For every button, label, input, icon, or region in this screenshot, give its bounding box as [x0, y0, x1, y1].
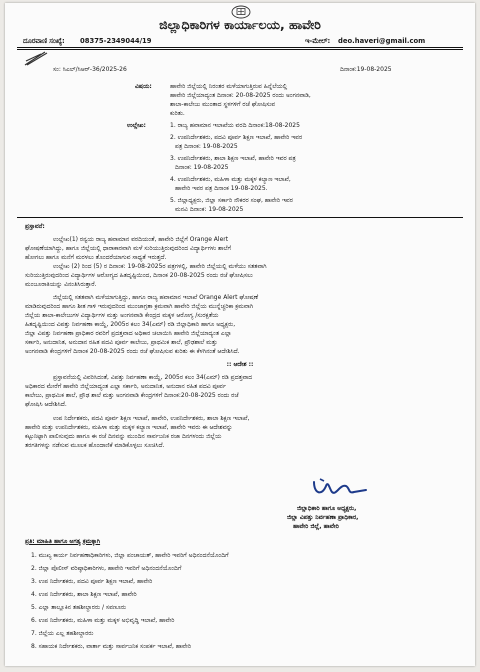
reference-item: ಪತ್ರ ದಿನಾಂಕ: 19-08-2025 [175, 143, 238, 150]
reference-item: 2. ಉಪನಿರ್ದೇಶಕರು, ಪದವಿ ಪೂರ್ವ ಶಿಕ್ಷಣ ಇಲಾಖೆ, ಹಾವೇರಿ ಇವರ [170, 134, 303, 141]
preamble-line: ಮಾಡಿರುವುದರಿಂದ ಹಾಗೂ ಶೀತ ಗಾಳಿ ಇರುವುದರಿಂದ ಮುಂಜಾಗ್ರತಾ ಕ್ರಮವಾಗಿ ಹಾವೇರಿ ಜಿಲ್ಲೆಯ ಮುನ್ನೆಚ್ಚರಿಕಾ ಕ್ರಮವಾಗಿ [25, 303, 254, 310]
copy-recipient: 1. ಮುಖ್ಯ ಕಾರ್ಯ ನಿರ್ವಹಣಾಧಿಕಾರಿಗಳು, ಜಿಲ್ಲಾ ಪಂಚಾಯತ್, ಹಾವೇರಿ ಇವರಿಗೆ ಅಧಿನಂದನೆಯೊಂದಿಗೆ [31, 552, 229, 559]
order-line: ಘೋಷಿಸಿ ಆದೇಶಿಸಿದೆ. [25, 401, 67, 408]
order-heading: :: ಆದೇಶ :: [226, 361, 254, 368]
preamble-line: ಉಲ್ಲೇಖ(1) ರನ್ವಯ ರಾಜ್ಯ ಹವಾಮಾನ ವರದಿಯಂತೆ, ಹಾವೇರಿ ಜಿಲ್ಲೆಗೆ Orange Alert [53, 236, 229, 243]
preamble-line: ಉಲ್ಲೇಖ (2) ರಿಂದ (5) ರ ದಿನಾಂಕ: 19-08-2025ರ ಪತ್ರಗಳಲ್ಲಿ, ಹಾವೇರಿ ಜಿಲ್ಲೆಯಲ್ಲಿ ಮಳೆಯು ಸತತವಾಗಿ [53, 263, 267, 270]
header-divider [17, 47, 463, 48]
signatory-authority: ಜಿಲ್ಲಾ ವಿಪತ್ತು ನಿರ್ವಹಣಾ ಪ್ರಾಧಿಕಾರ, [287, 514, 359, 521]
copies-heading: ಪ್ರತಿ: ಮಾಹಿತಿ ಹಾಗೂ ಅಗತ್ಯ ಕ್ರಮಕ್ಕಾಗಿ [25, 538, 101, 545]
reference-item: 5. ಜಿಲ್ಲಾಧ್ಯಕ್ಷರು, ಜಿಲ್ಲಾ ಸರ್ಕಾರಿ ನೌಕರರ ಸಂಘ, ಹಾವೇರಿ ಇವರ [170, 197, 293, 204]
signatory-district: ಹಾವೇರಿ ಜಿಲ್ಲೆ, ಹಾವೇರಿ [293, 523, 339, 530]
order-line: ಕಟ್ಟುನಿಟ್ಟಾಗಿ ಪಾಲಿಸುವುದು ಹಾಗೂ ಈ ರಜೆ ದಿನವನ್ನು ಮುಂದಿನ ಸಾರ್ವಜನಿಕ ರಜಾ ದಿನಗಳಂದು ಜಿಲ್ಲೆಯ [25, 433, 222, 440]
pen-mark-icon [23, 49, 49, 67]
reference-item: 1. ರಾಜ್ಯ ಹವಾಮಾನ ಇಲಾಖೆಯ ವರದಿ ದಿನಾಂಕ:18-08-2025 [170, 122, 300, 129]
document-page [5, 3, 475, 666]
preamble-line: ಸರ್ಕಾರಿ, ಅನುದಾನಿತ, ಅನುದಾನ ರಹಿತ ಪದವಿ ಪೂರ್ವ ಕಾಲೇಜು, ಪ್ರಾಥಮಿಕ ಶಾಲೆ, ಪ್ರೌಢಶಾಲೆ ಮತ್ತು [25, 339, 218, 346]
header-divider-2 [17, 49, 463, 50]
preamble-line: ಅಂಗನವಾಡಿ ಕೇಂದ್ರಗಳಿಗೆ ದಿನಾಂಕ 20-08-2025 ರಂದು ರಜೆ ಘೋಷಿಸುವ ಕುರಿತು ಈ ಕೆಳಗಿನಂತೆ ಆದೇಶಿಸಿದೆ. [25, 348, 240, 355]
order-line: ಉಪ ನಿರ್ದೇಶಕರು, ಪದವಿ ಪೂರ್ವ ಶಿಕ್ಷಣ ಇಲಾಖೆ, ಹಾವೇರಿ, ಉಪನಿರ್ದೇಶಕರು, ಶಾಲಾ ಶಿಕ್ಷಣ ಇಲಾಖೆ, [53, 415, 250, 422]
subject-label: ವಿಷಯ: [135, 83, 152, 90]
phone-label: ದೂರವಾಣಿ ಸಂಖ್ಯೆ: [23, 37, 65, 45]
order-line: ಕಾಲೇಜು, ಪ್ರಾಥಮಿಕ ಶಾಲೆ, ಪ್ರೌಢ ಶಾಲೆ ಮತ್ತು ಅಂಗನವಾಡಿ ಕೇಂದ್ರಗಳಿಗೆ ದಿನಾಂಕ:20-08-2025 ರಂದು ರಜೆ [25, 392, 239, 399]
signatory-title: ಜಿಲ್ಲಾಧಿಕಾರಿ ಹಾಗೂ ಅಧ್ಯಕ್ಷರು, [297, 505, 357, 512]
preamble-line: ಹಿತದೃಷ್ಟಿಯಿಂದ ವಿಪತ್ತು ನಿರ್ವಹಣಾ ಕಾಯ್ದೆ, 2005ರ ಕಲಂ 34(ಎಮ್) ರಡಿ ಜಿಲ್ಲಾಧಿಕಾರಿ ಹಾಗೂ ಅಧ್ಯಕ್ಷರು, [25, 321, 236, 328]
email-address: deo.haveri@gmail.com [338, 37, 426, 45]
preamble-line: ಸುರಿಯುತ್ತಿರುವುದರಿಂದ ವಿದ್ಯಾರ್ಥಿಗಳ ಆರೋಗ್ಯದ ಹಿತದೃಷ್ಟಿಯಿಂದ, ದಿನಾಂಕ 20-08-2025 ರಂದು ರಜೆ ಘೋಷಿಸಲು [25, 272, 253, 279]
signature-icon [310, 476, 370, 502]
subject-line: ಶಾಲಾ-ಕಾಲೇಜು ಮುಂತಾದ ಸ್ಥಳಗಳಿಗೆ ರಜೆ ಘೋಷಿಸುವ [170, 101, 276, 108]
preamble-line: ಮಂಜೂರಾತಿಯನ್ನು ವಿನಂತಿಸಿರುತ್ತಾರೆ. [25, 281, 97, 288]
copy-recipient: 8. ಸಹಾಯಕ ನಿರ್ದೇಶಕರು, ವಾರ್ತಾ ಮತ್ತು ಸಾರ್ವಜನಿಕ ಸಂಪರ್ಕ ಇಲಾಖೆ, ಹಾವೇರಿ [31, 643, 192, 650]
reference-item: ದಿನಾಂಕ: 19-08-2025 [175, 164, 229, 171]
subject-line: ಹಾವೇರಿ ಜಿಲ್ಲೆಯಾದ್ಯಂತ ದಿನಾಂಕ: 20-08-2025 ರಂದು ಅಂಗನವಾಡಿ, [170, 92, 311, 99]
reference-item: 3. ಉಪನಿರ್ದೇಶಕರು, ಶಾಲಾ ಶಿಕ್ಷಣ ಇಲಾಖೆ, ಹಾವೇರಿ ಇವರ ಪತ್ರ [170, 155, 296, 162]
copy-recipient: 7. ಜಿಲ್ಲೆಯ ಎಲ್ಲ ತಹಶೀಲ್ದಾರರು [31, 630, 94, 637]
order-line: ಹಾವೇರಿ ಮತ್ತು ಉಪನಿರ್ದೇಶಕರು, ಮಹಿಳಾ ಮತ್ತು ಮಕ್ಕಳ ಕಲ್ಯಾಣ ಇಲಾಖೆ, ಹಾವೇರಿ ಇವರು ಈ ಆದೇಶವನ್ನು [25, 424, 233, 431]
subject-line: ಹಾವೇರಿ ಜಿಲ್ಲೆಯಲ್ಲಿ ನಿರಂತರ ಮಳೆಯಾಗುತ್ತಿರುವ ಹಿನ್ನೆಲೆಯಲ್ಲಿ [170, 83, 288, 90]
copy-recipient: 5. ಎಲ್ಲಾ ತಾಲ್ಲೂಕಿನ ತಹಶೀಲ್ದಾರರು / ಸವಣೂರು [31, 604, 127, 611]
preamble-line: ಜಿಲ್ಲೆಯ ಶಾಲಾ-ಕಾಲೇಜುಗಳ ವಿದ್ಯಾರ್ಥಿಗಳ ಮತ್ತು ಅಂಗನವಾಡಿ ಕೇಂದ್ರದ ಮಕ್ಕಳ ಆರೋಗ್ಯ /ಸುರಕ್ಷತೆಯ [25, 312, 219, 319]
email-label: ಇ-ಮೇಲ್: [305, 37, 331, 45]
preamble-line: ಜಿಲ್ಲೆಯಲ್ಲಿ ಸತತವಾಗಿ ಮಳೆಯಾಗುತ್ತಿದ್ದು, ಹಾಗೂ ರಾಜ್ಯ ಹವಾಮಾನ ಇಲಾಖೆ Orange Alert ಘೋಷಣೆ [53, 294, 259, 301]
order-line: ತರಗತಿಗಳನ್ನು ನಡೆಸುವ ಮೂಲಕ ಹೊಂದಾಣಿಕೆ ಮಾಡಿಕೊಳ್ಳಲು ಸೂಚಿಸಿದೆ. [25, 442, 165, 449]
reference-item: ಮನವಿ ದಿನಾಂಕ: 19-08-2025 [175, 206, 244, 213]
copy-recipient: 2. ಜಿಲ್ಲಾ ಪೊಲೀಸ್ ವರಿಷ್ಠಾಧಿಕಾರಿಗಳು, ಹಾವೇರಿ ಇವರಿಗೆ ಅಧಿನಂದನೆಯೊಂದಿಗೆ [31, 565, 182, 572]
copy-recipient: 6. ಉಪ ನಿರ್ದೇಶಕರು, ಮಹಿಳಾ ಮತ್ತು ಮಕ್ಕಳ ಅಭಿವೃದ್ಧಿ ಇಲಾಖೆ, ಹಾವೇರಿ [31, 617, 175, 624]
office-title: ಜಿಲ್ಲಾಧಿಕಾರಿಗಳ ಕಾರ್ಯಾಲಯ, ಹಾವೇರಿ [159, 17, 321, 32]
references-label: ಉಲ್ಲೇಖ: [127, 122, 146, 129]
section-divider [17, 217, 463, 218]
order-line: ಪ್ರಸ್ತಾವನೆಯಲ್ಲಿ ವಿವರಿಸಿದಂತೆ, ವಿಪತ್ತು ನಿರ್ವಹಣಾ ಕಾಯ್ದೆ, 2005ರ ಕಲಂ 34(ಎಮ್) ರಡಿ ಪ್ರದತ್ತವಾದ [53, 374, 253, 381]
reference-item: ಹಾವೇರಿ ಇವರ ಪತ್ರ ದಿನಾಂಕ 19-08-2025. [175, 185, 268, 192]
copy-recipient: 4. ಉಪ ನಿರ್ದೇಶಕರು, ಶಾಲಾ ಶಿಕ್ಷಣ ಇಲಾಖೆ, ಹಾವೇರಿ [31, 591, 137, 598]
copy-recipient: 3. ಉಪ ನಿರ್ದೇಶಕರು, ಪದವಿ ಪೂರ್ವ ಶಿಕ್ಷಣ ಇಲಾಖೆ, ಹಾವೇರಿ [31, 578, 153, 585]
preamble-line: ಜಿಲ್ಲಾ ವಿಪತ್ತು ನಿರ್ವಹಣಾ ಪ್ರಾಧಿಕಾರ ರವರಿಗೆ ಪ್ರದತ್ತವಾದ ಅಧಿಕಾರ ಚಲಾಯಿಸಿ ಹಾವೇರಿ ಜಿಲ್ಲೆಯಾದ್ಯಂತ ಎಲ್ಲಾ [25, 330, 232, 337]
document-date: ದಿನಾಂಕ:19-08-2025 [340, 66, 392, 73]
preamble-heading: ಪ್ರಸ್ತಾವನೆ: [25, 223, 45, 230]
preamble-line: ಘೋಷಣೆಯಾಗಿದ್ದು, ಹಾಗೂ ಜಿಲ್ಲೆಯಲ್ಲಿ ಧಾರಾಕಾರವಾಗಿ ಮಳೆ ಸುರಿಯುತ್ತಿರುವುದರಿಂದ ವಿದ್ಯಾರ್ಥಿಗಳು ಶಾಲೆಗೆ [25, 245, 232, 252]
subject-line: ಕುರಿತು. [170, 110, 185, 117]
reference-number: ಸಂ: ಸಿಎಲ್/ಸಿಆರ್-36/2025-26 [53, 66, 127, 73]
reference-item: 4. ಉಪನಿರ್ದೇಶಕರು, ಮಹಿಳಾ ಮತ್ತು ಮಕ್ಕಳ ಕಲ್ಯಾಣ ಇಲಾಖೆ, [170, 176, 291, 183]
preamble-line: ಹೋಗಲು ಹಾಗೂ ಮನೆಗೆ ಮರಳಲು ತೊಂದರೆಯಾಗುವ ಸಾಧ್ಯತೆ ಇರುತ್ತದೆ. [25, 254, 167, 261]
phone-number: 08375-2349044/19 [80, 37, 152, 45]
order-line: ಅಧಿಕಾರದ ಮೇರೆಗೆ ಹಾವೇರಿ ಜಿಲ್ಲೆಯಾದ್ಯಂತ ಎಲ್ಲಾ ಸರ್ಕಾರಿ, ಅನುದಾನಿತ, ಅನುದಾನ ರಹಿತ ಪದವಿ ಪೂರ್ವ [25, 383, 226, 390]
